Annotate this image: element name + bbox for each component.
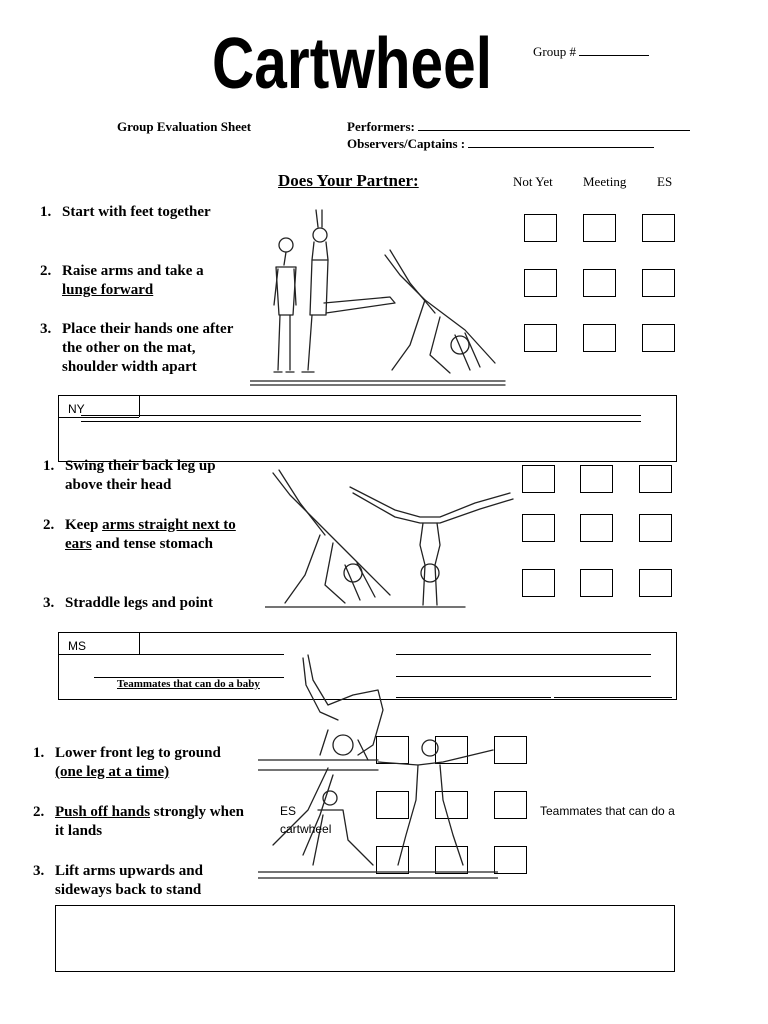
answer-line[interactable] bbox=[81, 421, 641, 422]
checkbox-s1-1-not-yet[interactable] bbox=[524, 214, 557, 242]
checkbox-s1-3-meeting[interactable] bbox=[583, 324, 616, 352]
checkbox-s1-3-not-yet[interactable] bbox=[524, 324, 557, 352]
observers-field[interactable] bbox=[347, 136, 654, 152]
checkbox-s1-2-es[interactable] bbox=[642, 269, 675, 297]
checkbox-s3-2-es[interactable] bbox=[494, 791, 527, 819]
checkbox-s2-1-es[interactable] bbox=[639, 465, 672, 493]
es-label: ES bbox=[280, 804, 297, 818]
checkbox-s1-2-meeting[interactable] bbox=[583, 269, 616, 297]
checkbox-s2-2-not-yet[interactable] bbox=[522, 514, 555, 542]
partner-heading: Does Your Partner: bbox=[278, 171, 419, 190]
answer-line[interactable] bbox=[94, 677, 284, 678]
list-item: 1. Lower front leg to ground (one leg at a time) bbox=[33, 745, 221, 780]
sheet-title: Group Evaluation Sheet bbox=[117, 119, 252, 134]
observers-blank[interactable] bbox=[468, 147, 654, 148]
answer-line[interactable] bbox=[81, 415, 641, 416]
ms-note-text: Teammates that can do a baby bbox=[117, 678, 260, 690]
checkbox-s3-1-es[interactable] bbox=[494, 736, 527, 764]
ms-label: MS bbox=[68, 639, 86, 653]
checkbox-s2-1-meeting[interactable] bbox=[580, 465, 613, 493]
column-not-yet: Not Yet bbox=[513, 174, 553, 189]
divider bbox=[59, 417, 139, 418]
checkbox-s2-2-meeting[interactable] bbox=[580, 514, 613, 542]
checkbox-s2-3-not-yet[interactable] bbox=[522, 569, 555, 597]
es-note-text-2: cartwheel bbox=[280, 822, 332, 836]
checkbox-s1-1-es[interactable] bbox=[642, 214, 675, 242]
checkbox-s3-3-es[interactable] bbox=[494, 846, 527, 874]
list-item: 3. Place their hands one after the other on the mat, shoulder width apart bbox=[40, 321, 234, 375]
title-text: Cartwheel bbox=[212, 26, 492, 98]
checkbox-s1-3-es[interactable] bbox=[642, 324, 675, 352]
cartwheel-handstand-illustration bbox=[265, 465, 520, 620]
cartwheel-finish-illustration bbox=[258, 650, 498, 885]
divider bbox=[139, 633, 140, 654]
list-item: 3. Straddle legs and point bbox=[43, 595, 213, 611]
list-item: 2. Raise arms and take a lunge forward bbox=[40, 263, 204, 298]
divider bbox=[139, 396, 140, 417]
answer-line[interactable] bbox=[554, 697, 672, 698]
notes-panel-es[interactable] bbox=[55, 905, 675, 972]
group-number-field[interactable] bbox=[533, 44, 649, 60]
notes-panel-ny[interactable] bbox=[58, 395, 677, 462]
es-note-text: Teammates that can do a bbox=[540, 804, 675, 818]
cartwheel-start-illustration bbox=[250, 205, 510, 390]
divider bbox=[59, 654, 139, 655]
list-item: 2. Keep arms straight next to ears and tense stomach bbox=[43, 517, 236, 552]
group-label: Group # bbox=[533, 44, 576, 59]
performers-field[interactable] bbox=[347, 119, 690, 135]
group-blank[interactable] bbox=[579, 55, 649, 56]
list-item: 1. Swing their back leg up above their head bbox=[43, 458, 216, 493]
ny-label: NY bbox=[68, 402, 85, 416]
checkbox-s2-3-es[interactable] bbox=[639, 569, 672, 597]
page-title bbox=[210, 26, 495, 98]
checkbox-s2-1-not-yet[interactable] bbox=[522, 465, 555, 493]
checkbox-s1-2-not-yet[interactable] bbox=[524, 269, 557, 297]
column-meeting: Meeting bbox=[583, 174, 627, 189]
observers-label: Observers/Captains : bbox=[347, 136, 466, 151]
checkbox-s2-2-es[interactable] bbox=[639, 514, 672, 542]
list-item: 3. Lift arms upwards and sideways back to stand bbox=[33, 863, 203, 898]
checkbox-s2-3-meeting[interactable] bbox=[580, 569, 613, 597]
checkbox-s1-1-meeting[interactable] bbox=[583, 214, 616, 242]
list-item: 2. Push off hands strongly when it lands bbox=[33, 804, 244, 839]
column-es: ES bbox=[657, 174, 673, 189]
performers-blank[interactable] bbox=[418, 130, 690, 131]
performers-label: Performers: bbox=[347, 119, 415, 134]
list-item: 1. Start with feet together bbox=[40, 204, 211, 220]
